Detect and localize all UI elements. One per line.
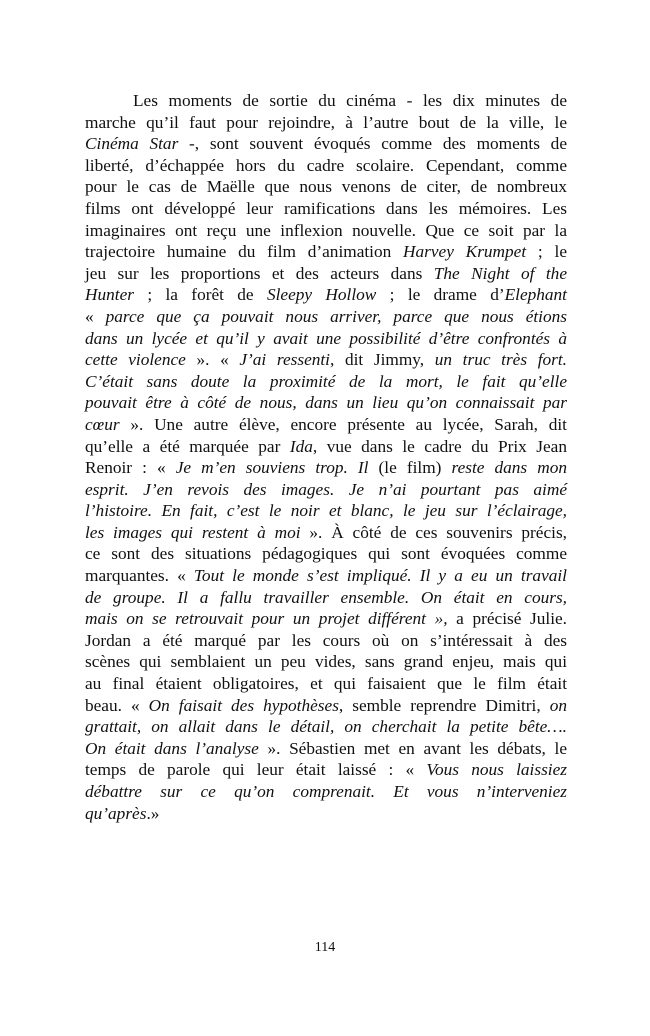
text-line bbox=[85, 436, 567, 458]
text-line bbox=[85, 608, 567, 630]
text-line bbox=[85, 176, 567, 198]
body-text bbox=[85, 90, 567, 824]
text: imaginaires ont reçu une inflexion nouvelle. Que ce soit par la bbox=[85, 220, 567, 240]
text-line bbox=[85, 759, 567, 781]
text: trajectoire humaine du film d’animation bbox=[85, 242, 404, 262]
italic-text: grattait, on allait dans le détail, on cherchait la petite bête…. bbox=[85, 717, 567, 737]
text: qu’elle a été marquée par bbox=[85, 436, 290, 456]
italic-text: pouvait être à côté de nous, dans un lieu qu’on connaissait par bbox=[85, 393, 567, 413]
italic-text: Je m’en souviens trop. Il bbox=[175, 458, 369, 478]
italic-text: l’histoire. En fait, c’est le noir et blanc, le jeu sur l’éclairage, bbox=[85, 501, 567, 521]
italic-text: parce que ça pouvait nous arriver, parce que nous étions bbox=[105, 306, 567, 326]
text-line bbox=[85, 263, 567, 285]
text: jeu sur les proportions et des acteurs dans bbox=[85, 263, 434, 283]
italic-text: esprit. J’en revois des images. Je n’ai pourtant pas aimé bbox=[85, 479, 567, 499]
text-line bbox=[85, 587, 567, 609]
italic-text: Harvey Krumpet bbox=[403, 242, 527, 262]
text-line bbox=[85, 673, 567, 695]
text: ; la forêt de bbox=[133, 285, 267, 305]
text-line bbox=[85, 651, 567, 673]
text: ». Sébastien met en avant les débats, le bbox=[258, 738, 567, 758]
text: , vue dans le cadre du Prix Jean bbox=[312, 436, 567, 456]
text-line bbox=[85, 220, 567, 242]
text: ». À côté de ces souvenirs précis, bbox=[300, 522, 567, 542]
text: « bbox=[85, 306, 106, 326]
italic-text: de groupe. Il a fallu travailler ensemble. On était en cours, bbox=[85, 587, 567, 607]
text-line bbox=[85, 500, 567, 522]
text: au final étaient obligatoires, et qui faisaient que le film était bbox=[85, 674, 567, 694]
italic-text: cette violence bbox=[85, 350, 186, 370]
text: a précisé Julie. bbox=[447, 609, 567, 629]
text-line bbox=[85, 241, 567, 263]
text-line bbox=[85, 695, 567, 717]
text: .» bbox=[146, 803, 160, 823]
text-line bbox=[85, 414, 567, 436]
text-line bbox=[85, 198, 567, 220]
italic-text: Hunter bbox=[85, 285, 134, 305]
text: -, sont souvent évoqués comme des moments de bbox=[178, 134, 567, 154]
text: (le film) bbox=[368, 458, 452, 478]
text-line bbox=[85, 457, 567, 479]
text: ». Une autre élève, encore présente au lycée, Sarah, dit bbox=[119, 414, 567, 434]
text-line bbox=[85, 155, 567, 177]
text: pour le cas de Maëlle que nous venons de citer, de nombreux bbox=[85, 177, 567, 197]
italic-text: Sleepy Hollow bbox=[266, 285, 377, 305]
text: ; le drame d’ bbox=[376, 285, 505, 305]
text-line bbox=[85, 349, 567, 371]
italic-text: Elephant bbox=[504, 285, 567, 305]
italic-text: On faisait des hypothèses bbox=[148, 695, 339, 715]
text: marquantes. « bbox=[85, 566, 194, 586]
italic-text: On était dans l’analyse bbox=[85, 738, 259, 758]
text-line bbox=[85, 328, 567, 350]
text: ». « bbox=[185, 350, 240, 370]
text-line bbox=[85, 781, 567, 803]
text-line bbox=[85, 543, 567, 565]
text: temps de parole qui leur était laissé : « bbox=[85, 760, 427, 780]
italic-text: les images qui restent à moi bbox=[85, 522, 301, 542]
text: films ont développé leur ramifications dans les mémoires. Les bbox=[85, 198, 567, 218]
text-line bbox=[85, 392, 567, 414]
text: Jordan a été marqué par les cours où on s’intéressait à des bbox=[85, 630, 567, 650]
text-line bbox=[85, 479, 567, 501]
text: , semble reprendre Dimitri, bbox=[338, 695, 550, 715]
italic-text: Ida bbox=[289, 436, 313, 456]
italic-text: on bbox=[549, 695, 567, 715]
italic-text: Vous nous laissiez bbox=[426, 760, 567, 780]
italic-text: J’ai ressenti bbox=[239, 350, 330, 370]
text-line bbox=[85, 716, 567, 738]
text-line bbox=[85, 133, 567, 155]
italic-text: The Night of the bbox=[433, 263, 567, 283]
text-line bbox=[85, 522, 567, 544]
text: , dit Jimmy, bbox=[330, 350, 435, 370]
italic-text: mais on se retrouvait pour un projet différent », bbox=[85, 609, 448, 629]
text: Les moments de sortie du cinéma - les dix minutes de bbox=[133, 91, 567, 110]
text-line bbox=[85, 803, 567, 825]
italic-text: Cinéma Star bbox=[85, 134, 179, 154]
text-line bbox=[85, 306, 567, 328]
text-line bbox=[85, 565, 567, 587]
italic-text: un truc très fort. bbox=[434, 350, 568, 370]
text-line bbox=[85, 371, 567, 393]
italic-text: Tout le monde s’est impliqué. Il y a eu un travail bbox=[193, 566, 567, 586]
text-line bbox=[85, 284, 567, 306]
italic-text: cœur bbox=[85, 414, 120, 434]
italic-text: reste dans mon bbox=[451, 458, 567, 478]
text: beau. « bbox=[85, 695, 149, 715]
text: liberté, d’échappée hors du cadre scolaire. Cependant, comme bbox=[85, 155, 567, 175]
text-line bbox=[85, 90, 567, 112]
text-line bbox=[85, 112, 567, 134]
italic-text: débattre sur ce qu’on comprenait. Et vous n’interveniez bbox=[85, 782, 567, 801]
text: Renoir : « bbox=[85, 458, 176, 478]
italic-text: dans un lycée et qu’il y avait une possibilité d’être confrontés à bbox=[85, 328, 567, 348]
text: marche qu’il faut pour rejoindre, à l’autre bout de la ville, le bbox=[85, 112, 567, 132]
text: ; le bbox=[526, 242, 567, 262]
text: ce sont des situations pédagogiques qui sont évoquées comme bbox=[85, 544, 567, 564]
italic-text: C’était sans doute la proximité de la mort, le fait qu’elle bbox=[85, 371, 567, 391]
text-line bbox=[85, 630, 567, 652]
page-number: 114 bbox=[314, 940, 336, 955]
italic-text: qu’après bbox=[85, 803, 147, 823]
text-line bbox=[85, 738, 567, 760]
text: scènes qui semblaient un peu vides, sans grand enjeu, mais qui bbox=[85, 652, 567, 672]
